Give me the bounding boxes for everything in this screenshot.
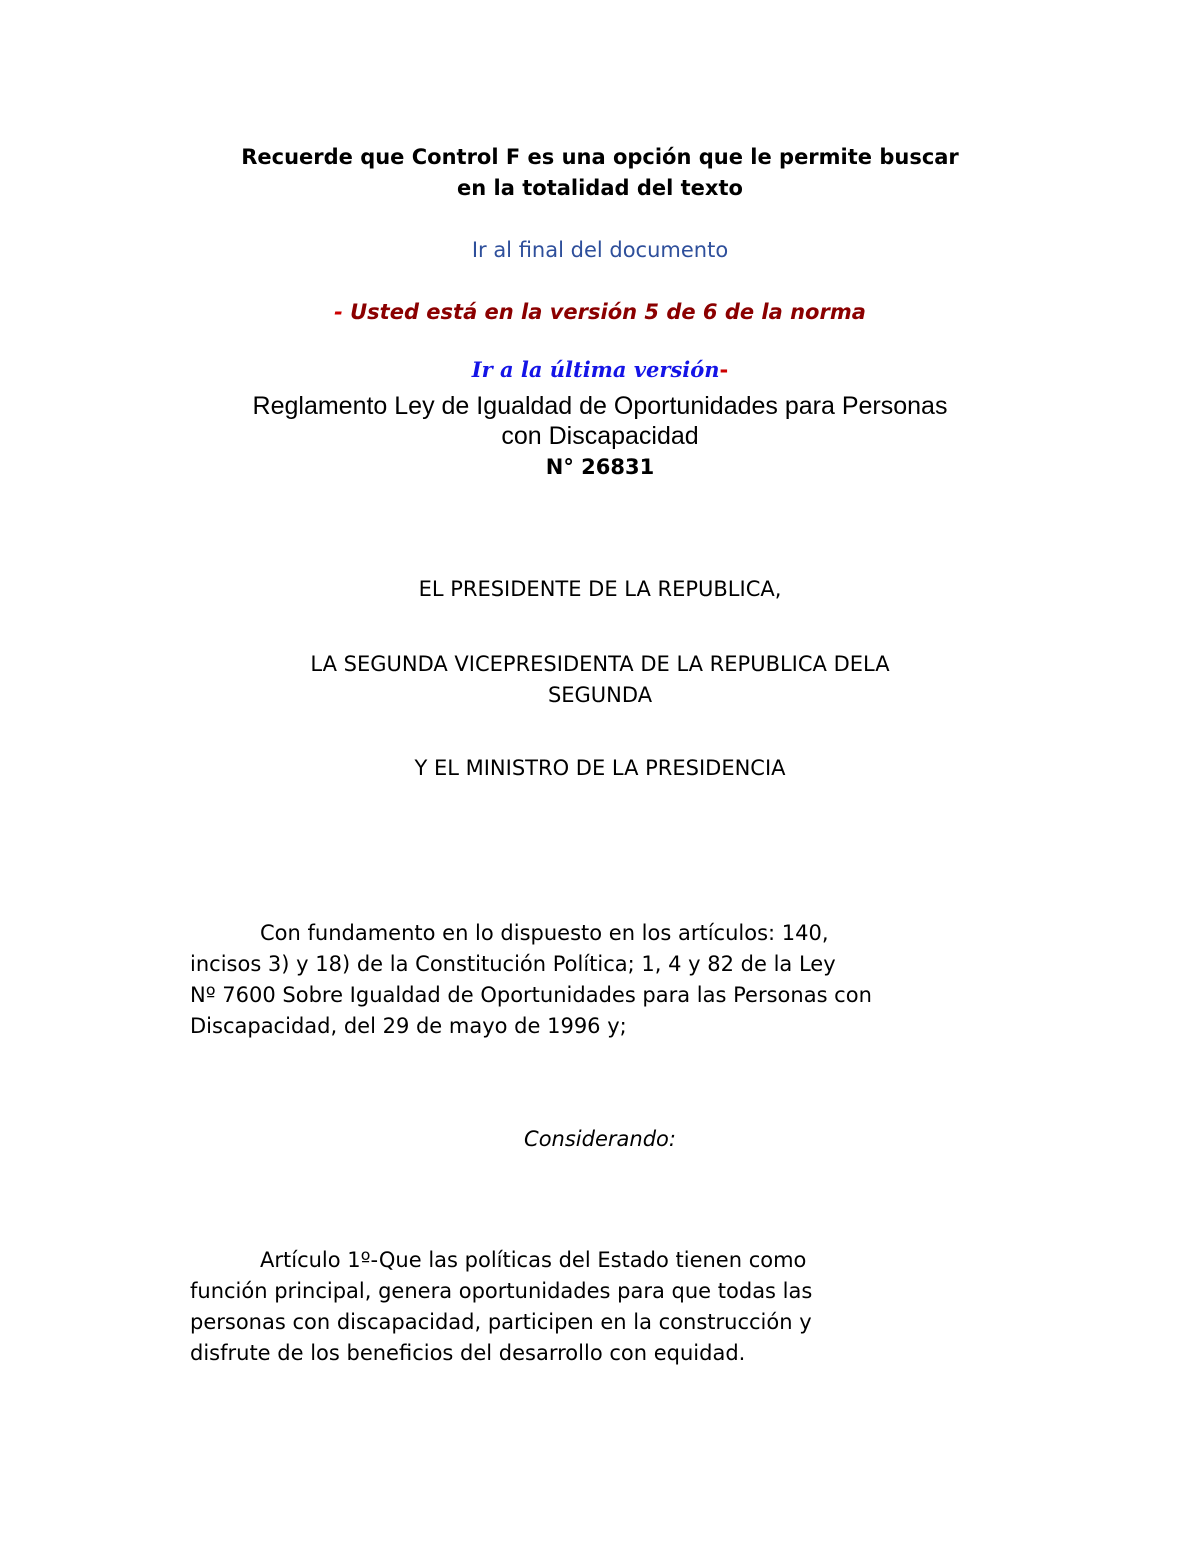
search-notice-line2: en la totalidad del texto <box>457 176 743 200</box>
version-text: Usted está en la versión 5 de 6 de la norma <box>350 300 866 324</box>
regulation-title <box>0 391 1200 451</box>
legal-basis-line3: Nº 7600 Sobre Igualdad de Oportunidades para las Personas con <box>190 983 872 1007</box>
considerando-heading: Considerando: <box>524 1127 676 1151</box>
regulation-title-line1: Reglamento Ley de Igualdad de Oportunidades para Personas <box>252 392 948 420</box>
last-version-row <box>0 354 1200 387</box>
regulation-title-line2: con Discapacidad <box>501 422 699 450</box>
minister-heading: Y EL MINISTRO DE LA PRESIDENCIA <box>414 756 786 780</box>
regulation-number: N° 26831 <box>545 455 655 479</box>
last-version-suffix: - <box>719 358 729 382</box>
search-notice-line1: Recuerde que Control F es una opción que le permite buscar <box>241 145 959 169</box>
version-notice <box>0 297 1200 328</box>
go-to-end-link[interactable]: Ir al final del documento <box>471 238 729 262</box>
legal-basis-line4: Discapacidad, del 29 de mayo de 1996 y; <box>190 1014 627 1038</box>
search-notice <box>0 142 1200 204</box>
last-version-link[interactable]: Ir a la última versión <box>471 357 720 382</box>
article-1-line3: personas con discapacidad, participen en la construcción y <box>190 1310 812 1334</box>
article-1-line2: función principal, genera oportunidades para que todas las <box>190 1279 813 1303</box>
version-prefix: - <box>334 300 351 324</box>
article-1-line1: Artículo 1º-Que las políticas del Estado tienen como <box>260 1248 807 1272</box>
article-1-line4: disfrute de los beneficios del desarrollo con equidad. <box>190 1341 746 1365</box>
vice-president-line2: SEGUNDA <box>547 683 653 707</box>
article-1-paragraph <box>190 1245 980 1369</box>
legal-basis-paragraph <box>190 918 980 1042</box>
president-heading: EL PRESIDENTE DE LA REPUBLICA, <box>418 577 782 601</box>
legal-basis-line2: incisos 3) y 18) de la Constitución Política; 1, 4 y 82 de la Ley <box>190 952 836 976</box>
legal-basis-line1: Con fundamento en lo dispuesto en los artículos: 140, <box>260 921 829 945</box>
vice-president-line1: LA SEGUNDA VICEPRESIDENTA DE LA REPUBLICA DELA <box>310 652 890 676</box>
vice-president-heading <box>0 649 1200 711</box>
